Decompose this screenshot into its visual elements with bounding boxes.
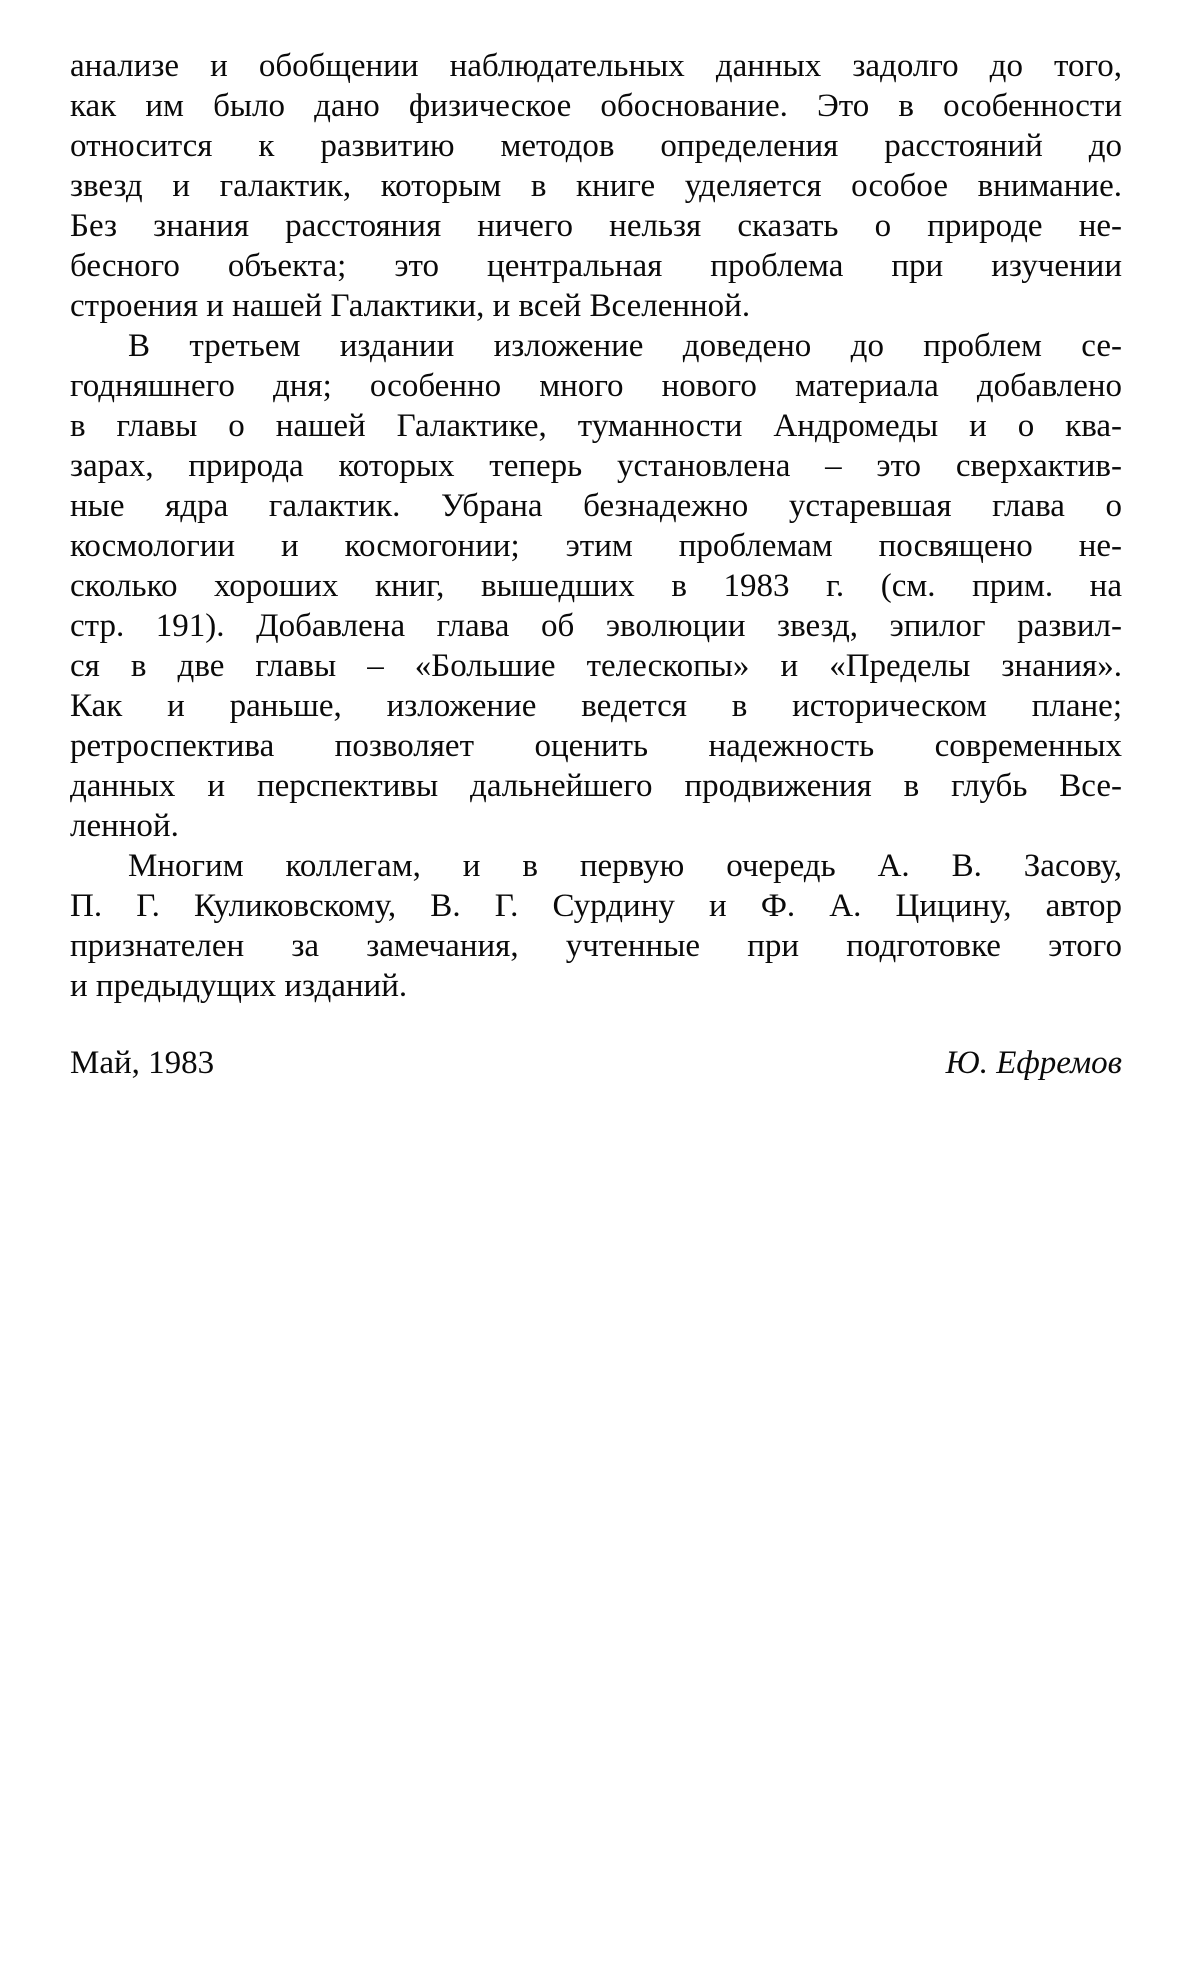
text-line: относится к развитию методов определения расстояний до (70, 128, 1122, 164)
paragraph-1 (70, 46, 1122, 326)
text-line: как им было дано физическое обоснование. Это в особенности (70, 88, 1122, 124)
text-line: ленной. (70, 808, 179, 844)
document-body (70, 46, 1122, 1006)
text-line: признателен за замечания, учтенные при подготовке этого (70, 928, 1122, 964)
text-line: анализе и обобщении наблюдательных данных задолго до того, (70, 48, 1122, 84)
text-line: зарах, природа которых теперь установлена – это сверхактив- (70, 448, 1122, 484)
text-line: Без знания расстояния ничего нельзя сказать о природе не- (70, 208, 1122, 244)
signature-author: Ю. Ефремов (945, 1045, 1122, 1081)
text-line: ные ядра галактик. Убрана безнадежно устаревшая глава о (70, 488, 1122, 524)
text-line: стр. 191). Добавлена глава об эволюции звезд, эпилог развил- (70, 608, 1122, 644)
signature-date: Май, 1983 (70, 1045, 215, 1081)
text-line: строения и нашей Галактики, и всей Вселенной. (70, 288, 751, 324)
text-line: звезд и галактик, которым в книге уделяется особое внимание. (70, 168, 1122, 204)
text-line: бесного объекта; это центральная проблема при изучении (70, 248, 1122, 284)
text-line: сколько хороших книг, вышедших в 1983 г. (см. прим. на (70, 568, 1122, 604)
paragraph-3 (70, 846, 1122, 1006)
paragraph-2 (70, 326, 1122, 846)
text-line: ся в две главы – «Большие телескопы» и «Пределы знания». (70, 648, 1122, 684)
text-line: в главы о нашей Галактике, туманности Андромеды и о ква- (70, 408, 1122, 444)
text-line: годняшнего дня; особенно много нового материала добавлено (70, 368, 1122, 404)
text-line: данных и перспективы дальнейшего продвижения в глубь Все- (70, 768, 1122, 804)
text-line: ретроспектива позволяет оценить надежность современных (70, 728, 1122, 764)
signature-block (70, 1043, 1122, 1083)
text-line: Как и раньше, изложение ведется в историческом плане; (70, 688, 1122, 724)
text-line: и предыдущих изданий. (70, 968, 408, 1004)
text-line: Многим коллегам, и в первую очередь А. В. Засову, (128, 848, 1122, 884)
text-line: В третьем издании изложение доведено до проблем се- (128, 328, 1122, 364)
text-line: П. Г. Куликовскому, В. Г. Сурдину и Ф. А. Цицину, автор (70, 888, 1122, 924)
text-line: космологии и космогонии; этим проблемам посвящено не- (70, 528, 1122, 564)
